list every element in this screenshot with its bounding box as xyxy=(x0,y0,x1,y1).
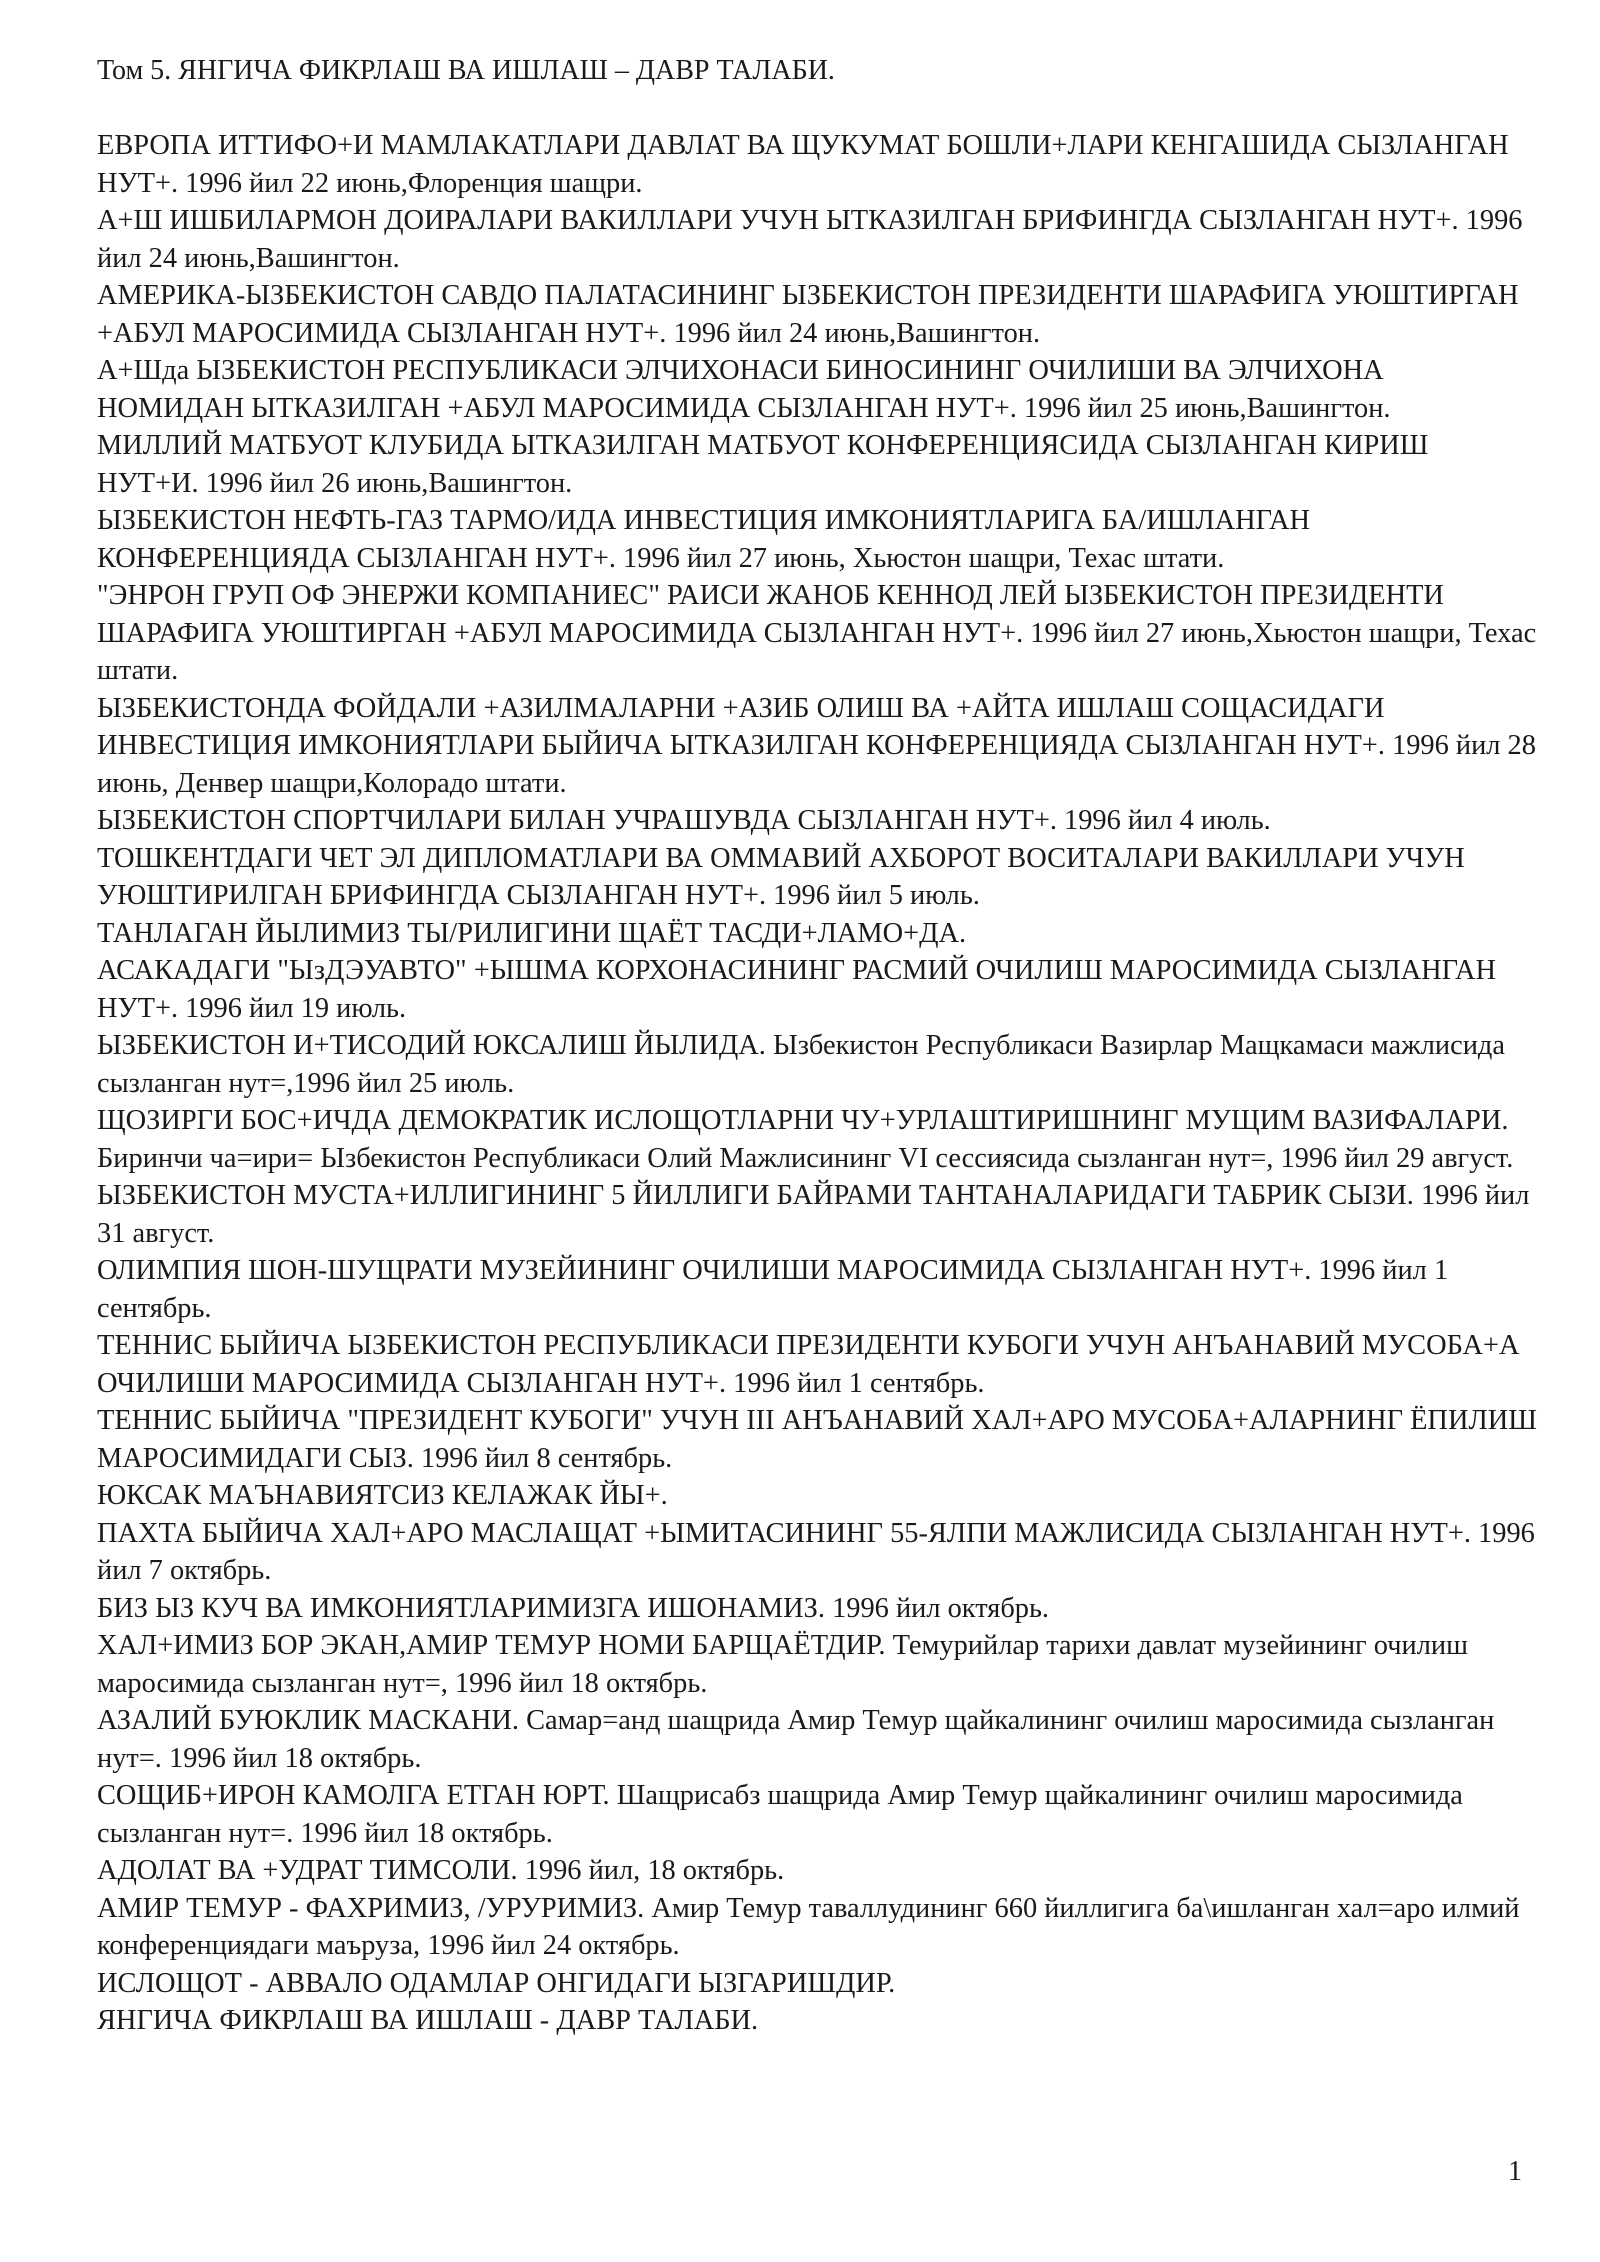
contents-entry: ЫЗБЕКИСТОН МУСТА+ИЛЛИГИНИНГ 5 ЙИЛЛИГИ БАЙРАМИ ТАНТАНАЛАРИДАГИ ТАБРИК СЫЗИ. 1996 йил 31 август. xyxy=(97,1180,1530,1249)
contents-entry: ТОШКЕНТДАГИ ЧЕТ ЭЛ ДИПЛОМАТЛАРИ ВА ОММАВИЙ АХБОРОТ ВОСИТАЛАРИ ВАКИЛЛАРИ УЧУН УЮШТИРИЛГАН БРИФИНГДА СЫЗЛАНГАН НУТ+. 1996 йил 5 июль. xyxy=(97,842,1465,911)
contents-entry: ЮКСАК МАЪНАВИЯТСИЗ КЕЛАЖАК ЙЫ+. xyxy=(97,1480,668,1511)
contents-entry: АДОЛАТ ВА +УДРАТ ТИМСОЛИ. 1996 йил, 18 октябрь. xyxy=(97,1855,785,1886)
volume-heading: Том 5. ЯНГИЧА ФИКРЛАШ ВА ИШЛАШ – ДАВР ТАЛАБИ. xyxy=(97,55,835,86)
page-number: 1 xyxy=(1508,2156,1522,2187)
contents-entry: ЫЗБЕКИСТОНДА ФОЙДАЛИ +АЗИЛМАЛАРНИ +АЗИБ ОЛИШ ВА +АЙТА ИШЛАШ СОЩАСИДАГИ ИНВЕСТИЦИЯ ИМКОНИЯТЛАРИ БЫЙИЧА ЫТКАЗИЛГАН КОНФЕРЕНЦИЯДА СЫЗЛАНГАН НУТ+. 1996 йил 28 июнь, Денвер шащри,Колорадо штати. xyxy=(97,692,1536,799)
contents-entry: ЕВРОПА ИТТИФО+И МАМЛАКАТЛАРИ ДАВЛАТ ВА ЩУКУМАТ БОШЛИ+ЛАРИ КЕНГАШИДА СЫЗЛАНГАН НУТ+. 1996 йил 22 июнь,Флоренция шащри. xyxy=(97,130,1509,199)
contents-list xyxy=(97,127,1537,2040)
contents-entry: ИСЛОЩОТ - АВВАЛО ОДАМЛАР ОНГИДАГИ ЫЗГАРИШДИР. xyxy=(97,1967,896,1999)
contents-entry: АСАКАДАГИ "ЫзДЭУАВТО" +ЫШМА КОРХОНАСИНИНГ РАСМИЙ ОЧИЛИШ МАРОСИМИДА СЫЗЛАНГАН НУТ+. 1996 йил 19 июль. xyxy=(97,955,1497,1024)
contents-entry: А+Ш ИШБИЛАРМОН ДОИРАЛАРИ ВАКИЛЛАРИ УЧУН ЫТКАЗИЛГАН БРИФИНГДА СЫЗЛАНГАН НУТ+. 1996 йил 24 июнь,Вашингтон. xyxy=(97,205,1523,274)
contents-entry: ЫЗБЕКИСТОН И+ТИСОДИЙ ЮКСАЛИШ ЙЫЛИДА. Ызбекистон Республикаси Вазирлар Мащкамаси мажлисида сызланган нут=,1996 йил 25 июль. xyxy=(97,1030,1505,1099)
contents-entry: БИЗ ЫЗ КУЧ ВА ИМКОНИЯТЛАРИМИЗГА ИШОНАМИЗ. 1996 йил октябрь. xyxy=(97,1592,1049,1624)
contents-entry: МИЛЛИЙ МАТБУОТ КЛУБИДА ЫТКАЗИЛГАН МАТБУОТ КОНФЕРЕНЦИЯСИДА СЫЗЛАНГАН КИРИШ НУТ+И. 1996 йил 26 июнь,Вашингтон. xyxy=(97,430,1429,499)
contents-entry: АМИР ТЕМУР - ФАХРИМИЗ, /УРУРИМИЗ. Амир Темур таваллудининг 660 йиллигига ба\ишланган хал=аро илмий конференциядаги маъруза, 1996 йил 24 октябрь. xyxy=(97,1892,1520,1961)
contents-entry: ТЕННИС БЫЙИЧА "ПРЕЗИДЕНТ КУБОГИ" УЧУН III АНЪАНАВИЙ ХАЛ+АРО МУСОБА+АЛАРНИНГ ЁПИЛИШ МАРОСИМИДАГИ СЫЗ. 1996 йил 8 сентябрь. xyxy=(97,1405,1537,1474)
contents-entry: ОЛИМПИЯ ШОН-ШУЩРАТИ МУЗЕЙИНИНГ ОЧИЛИШИ МАРОСИМИДА СЫЗЛАНГАН НУТ+. 1996 йил 1 сентябрь. xyxy=(97,1255,1449,1324)
contents-entry: АМЕРИКА-ЫЗБЕКИСТОН САВДО ПАЛАТАСИНИНГ ЫЗБЕКИСТОН ПРЕЗИДЕНТИ ШАРАФИГА УЮШТИРГАН +АБУЛ МАРОСИМИДА СЫЗЛАНГАН НУТ+. 1996 йил 24 июнь,Вашингтон. xyxy=(97,280,1519,349)
contents-entry: ПАХТА БЫЙИЧА ХАЛ+АРО МАСЛАЩАТ +ЫМИТАСИНИНГ 55-ЯЛПИ МАЖЛИСИДА СЫЗЛАНГАН НУТ+. 1996 йил 7 октябрь. xyxy=(97,1517,1535,1586)
contents-entry: "ЭНРОН ГРУП ОФ ЭНЕРЖИ КОМПАНИЕС" РАИСИ ЖАНОБ КЕННОД ЛЕЙ ЫЗБЕКИСТОН ПРЕЗИДЕНТИ ШАРАФИГА УЮШТИРГАН +АБУЛ МАРОСИМИДА СЫЗЛАНГАН НУТ+. 1996 йил 27 июнь,Хьюстон шащри, Техас штати. xyxy=(97,580,1537,686)
contents-entry: ЫЗБЕКИСТОН СПОРТЧИЛАРИ БИЛАН УЧРАШУВДА СЫЗЛАНГАН НУТ+. 1996 йил 4 июль. xyxy=(97,805,1271,836)
contents-entry: ЩОЗИРГИ БОС+ИЧДА ДЕМОКРАТИК ИСЛОЩОТЛАРНИ ЧУ+УРЛАШТИРИШНИНГ МУЩИМ ВАЗИФАЛАРИ. Биринчи ча=ири= Ызбекистон Республикаси Олий Мажлисининг VI сессиясида сызланган нут=, 1996 йил 29 август. xyxy=(97,1105,1514,1174)
contents-entry: ТАНЛАГАН ЙЫЛИМИЗ ТЫ/РИЛИГИНИ ЩАЁТ ТАСДИ+ЛАМО+ДА. xyxy=(97,917,967,949)
contents-entry: ЫЗБЕКИСТОН НЕФТЬ-ГАЗ ТАРМО/ИДА ИНВЕСТИЦИЯ ИМКОНИЯТЛАРИГА БА/ИШЛАНГАН КОНФЕРЕНЦИЯДА СЫЗЛАНГАН НУТ+. 1996 йил 27 июнь, Хьюстон шащри, Техас штати. xyxy=(97,505,1310,574)
document-page xyxy=(97,52,1537,2040)
contents-entry: АЗАЛИЙ БУЮКЛИК МАСКАНИ. Самар=анд шащрида Амир Темур щайкалининг очилиш маросимида сызланган нут=. 1996 йил 18 октябрь. xyxy=(97,1705,1495,1774)
contents-entry: ЯНГИЧА ФИКРЛАШ ВА ИШЛАШ - ДАВР ТАЛАБИ. xyxy=(97,2005,759,2036)
contents-entry: ХАЛ+ИМИЗ БОР ЭКАН,АМИР ТЕМУР НОМИ БАРЩАЁТДИР. Темурийлар тарихи давлат музейининг очилиш маросимида сызланган нут=, 1996 йил 18 октябрь. xyxy=(97,1630,1468,1699)
contents-entry: СОЩИБ+ИРОН КАМОЛГА ЕТГАН ЮРТ. Шащрисабз шащрида Амир Темур щайкалининг очилиш маросимида сызланган нут=. 1996 йил 18 октябрь. xyxy=(97,1780,1463,1849)
contents-entry: ТЕННИС БЫЙИЧА ЫЗБЕКИСТОН РЕСПУБЛИКАСИ ПРЕЗИДЕНТИ КУБОГИ УЧУН АНЪАНАВИЙ МУСОБА+А ОЧИЛИШИ МАРОСИМИДА СЫЗЛАНГАН НУТ+. 1996 йил 1 сентябрь. xyxy=(97,1330,1520,1399)
contents-entry: А+Шда ЫЗБЕКИСТОН РЕСПУБЛИКАСИ ЭЛЧИХОНАСИ БИНОСИНИНГ ОЧИЛИШИ ВА ЭЛЧИХОНА НОМИДАН ЫТКАЗИЛГАН +АБУЛ МАРОСИМИДА СЫЗЛАНГАН НУТ+. 1996 йил 25 июнь,Вашингтон. xyxy=(97,355,1391,424)
